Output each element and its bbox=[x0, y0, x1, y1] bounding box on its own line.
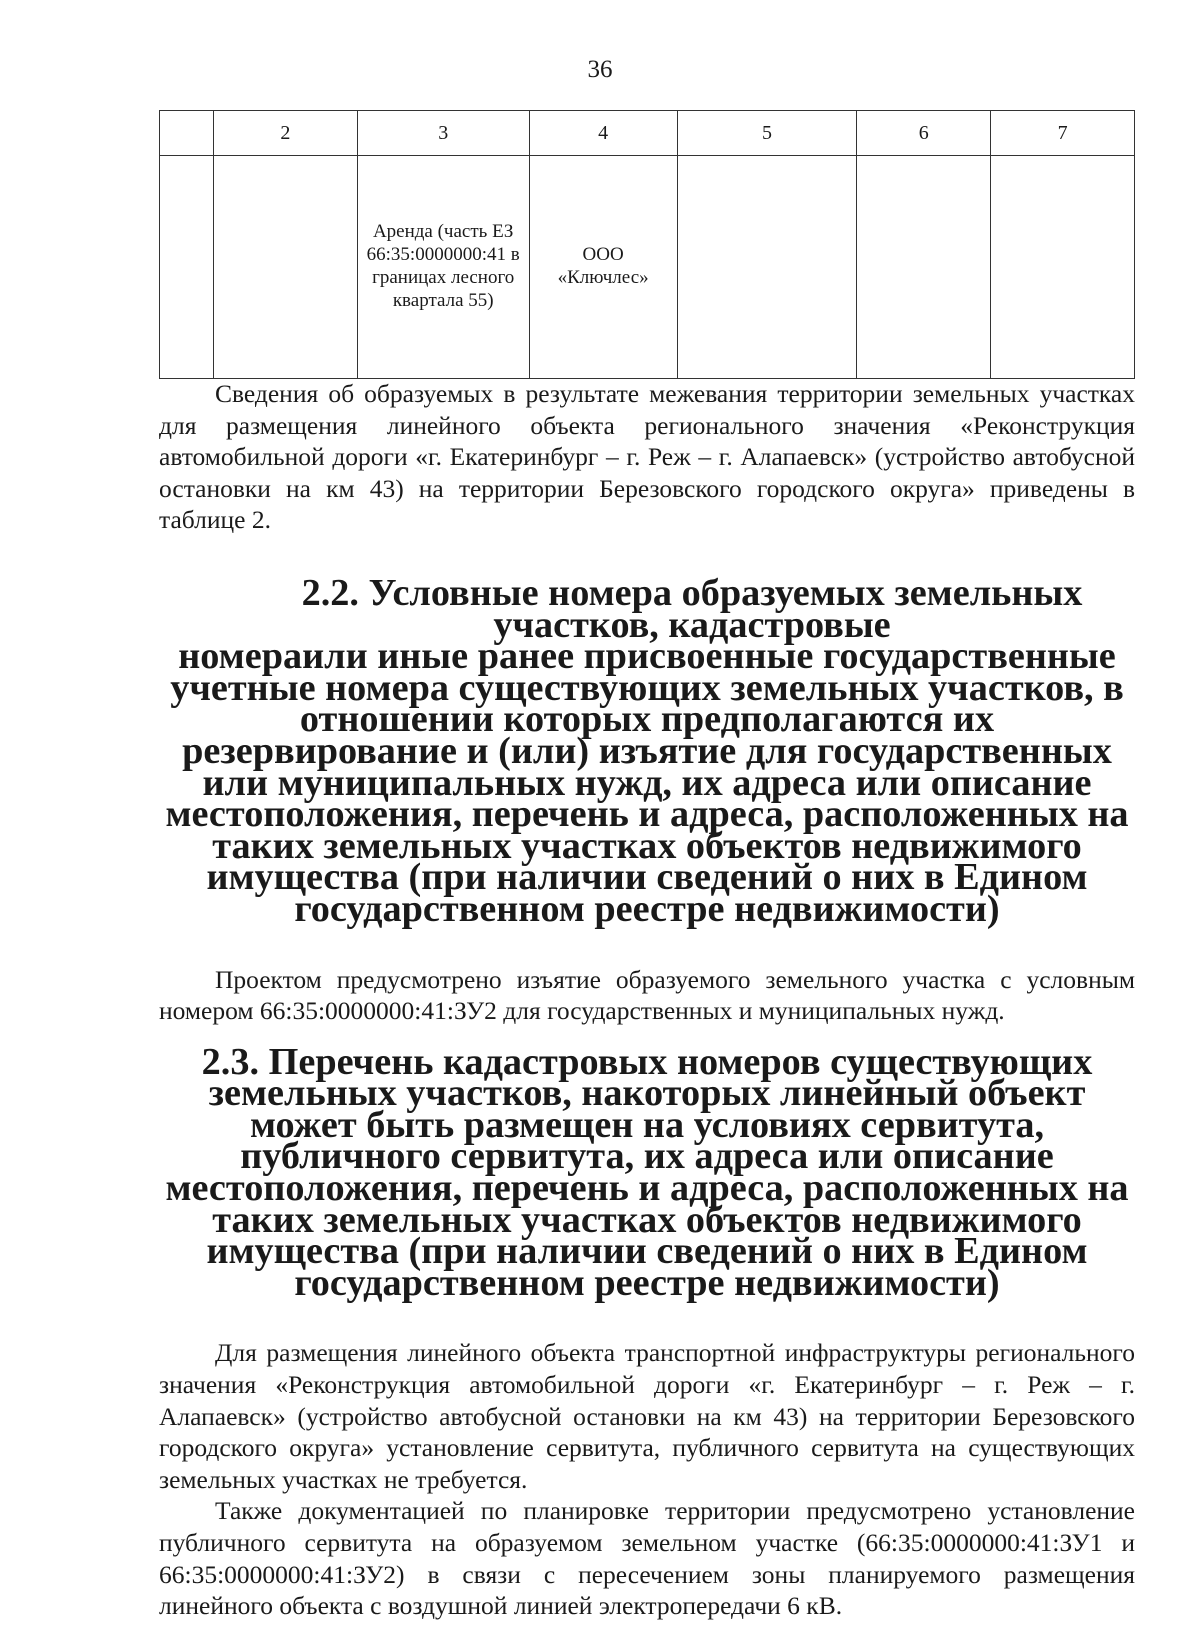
data-table bbox=[159, 110, 1135, 379]
page-number: 36 bbox=[587, 56, 613, 83]
table-header-row bbox=[160, 111, 1135, 156]
paragraph-withdrawal: Проектом предусмотрено изъятие образуемого земельного участка с условным номером 66:35:0000000:41:ЗУ2 для государственных и муниципальных нужд. bbox=[159, 964, 1135, 1026]
paragraph-formed-plots: Сведения об образуемых в результате межевания территории земельных участках для размещения линейного объекта регионального значения «Реконструкция автомобильной дороги «г. Екатеринбург – г. Реж – г. Алапаевск» (устройство автобусной остановки на км 43) на территории Березовского городского округа» приведены в таблице 2. bbox=[159, 379, 1135, 535]
paragraph-public-servitude: Также документацией по планировке территории предусмотрено установление публичного сервитута на образуемом земельном участке (66:35:0000000:41:ЗУ1 и 66:35:0000000:41:ЗУ2) в связи с пересечением зоны планируемого размещения линейного объекта с воздушной линией электропередачи 6 кВ. bbox=[159, 1496, 1135, 1621]
table-header-cell: 2 bbox=[213, 111, 357, 156]
table-cell bbox=[991, 156, 1135, 379]
table-row bbox=[160, 156, 1135, 379]
section-heading-2-2 bbox=[159, 571, 1135, 930]
table-cell bbox=[857, 156, 991, 379]
table-cell-lease: Аренда (часть ЕЗ 66:35:0000000:41 в границах лесного квартала 55) bbox=[357, 156, 529, 379]
table-header-cell: 3 bbox=[357, 111, 529, 156]
section-heading-2-2-rest: номераили иные ранее присвоенные государственные учетные номера существующих земельных участков, в отношении которых предполагаются их резервирование и (или) изъятие для государственных или муниципальных нужд, их адреса или описание местоположения, перечень и адреса, расположенных на таких земельных участках объектов недвижимого имущества (при наличии сведений о них в Едином государственном реестре недвижимости) bbox=[165, 635, 1129, 930]
table-header-cell bbox=[160, 111, 214, 156]
table-cell bbox=[160, 156, 214, 379]
table-header-cell: 7 bbox=[991, 111, 1135, 156]
section-heading-2-2-line1: 2.2. Условные номера образуемых земельных участков, кадастровые bbox=[301, 571, 1083, 646]
paragraph-servitude: Для размещения линейного объекта транспортной инфраструктуры регионального значения «Реконструкция автомобильной дороги «г. Екатеринбург – г. Реж – г. Алапаевск» (устройство автобусной остановки на км 43) на территории Березовского городского округа» установление сервитута, публичного сервитута на существующих земельных участках не требуется. bbox=[159, 1338, 1135, 1494]
table-header-cell: 5 bbox=[677, 111, 857, 156]
table-cell bbox=[677, 156, 857, 379]
table-cell bbox=[213, 156, 357, 379]
table-header-cell: 4 bbox=[529, 111, 677, 156]
document-body bbox=[159, 378, 1135, 1622]
section-heading-2-3: 2.3. Перечень кадастровых номеров существующих земельных участков, накоторых линейный объект может быть размещен на условиях сервитута, публичного сервитута, их адреса или описание местоположения, перечень и адреса, расположенных на таких земельных участках объектов недвижимого имущества (при наличии сведений о них в Едином государственном реестре недвижимости) bbox=[165, 1040, 1129, 1304]
table-header-cell: 6 bbox=[857, 111, 991, 156]
table-cell-tenant: ООО «Ключлес» bbox=[529, 156, 677, 379]
